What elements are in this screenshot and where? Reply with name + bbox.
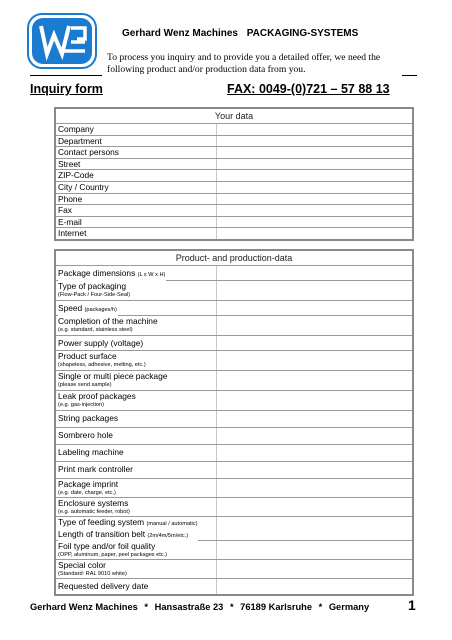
product-data-row — [56, 280, 412, 300]
product-data-row — [56, 540, 412, 559]
field-label — [58, 561, 128, 577]
product-data-row — [56, 559, 412, 578]
footer-city: 76189 Karlsruhe — [240, 602, 313, 612]
footer-street: Hansastraße 23 — [154, 602, 224, 612]
field-label-text: Type of packaging — [58, 281, 126, 291]
your-data-row — [56, 146, 412, 158]
field-label — [58, 414, 119, 424]
field-label-text: Package dimensions — [58, 268, 136, 278]
page-number: 1 — [408, 597, 416, 613]
field-input[interactable] — [216, 479, 412, 497]
product-data-row — [56, 444, 412, 461]
field-input[interactable] — [216, 462, 412, 478]
field-label-text: Foil type and/or foil quality — [58, 541, 156, 551]
field-input[interactable] — [216, 411, 412, 427]
product-data-rows — [56, 265, 412, 594]
footer-address — [30, 602, 369, 612]
field-label-text: Type of feeding system — [58, 517, 145, 527]
field-label-text: Length of transition belt — [58, 528, 146, 539]
product-data-row — [56, 516, 412, 540]
field-hint: (shapeless, adhesive, melting, etc.) — [58, 361, 146, 368]
field-label-text: Leak proof packages — [58, 391, 136, 401]
field-input[interactable] — [216, 281, 412, 300]
your-data-table — [54, 107, 414, 241]
form-title: Inquiry form — [30, 82, 103, 96]
product-data-row — [56, 461, 412, 478]
fax-number: FAX: 0049-(0)721 – 57 88 13 — [227, 82, 390, 96]
field-label: Phone — [58, 193, 83, 204]
field-label-text: Speed — [58, 303, 83, 313]
field-label: Fax — [58, 205, 72, 216]
field-label — [58, 282, 131, 298]
product-data-row — [56, 390, 412, 410]
field-label-text: Completion of the machine — [58, 316, 158, 326]
field-input[interactable] — [216, 194, 412, 205]
field-input[interactable] — [216, 124, 412, 135]
field-label: Street — [58, 158, 81, 169]
field-label — [58, 352, 147, 368]
field-hint: (e.g. date, charge, etc.) — [58, 489, 116, 496]
field-input[interactable] — [216, 391, 412, 410]
field-input[interactable] — [216, 301, 412, 315]
field-input[interactable] — [216, 159, 412, 170]
field-label-text: Power supply (voltage) — [58, 338, 144, 348]
field-label: E-mail — [58, 216, 82, 227]
field-hint: (L x W x H) — [137, 272, 166, 278]
footer-separator: * — [229, 602, 234, 612]
field-hint: (please send sample) — [58, 381, 112, 388]
field-label-text: Print mark controller — [58, 464, 133, 474]
field-input[interactable] — [216, 541, 412, 559]
header-rule-left — [30, 75, 102, 76]
field-label — [58, 304, 118, 316]
product-data-row — [56, 300, 412, 315]
field-label — [58, 392, 137, 408]
field-input[interactable] — [216, 498, 412, 516]
company-logo — [27, 13, 97, 69]
field-hint: (e.g. standard, stainless steel) — [58, 326, 133, 333]
field-label-text: Enclosure systems — [58, 498, 129, 508]
field-label: Department — [58, 135, 102, 146]
field-input[interactable] — [216, 147, 412, 158]
field-input[interactable] — [216, 182, 412, 193]
field-label: Company — [58, 124, 94, 134]
product-data-row — [56, 370, 412, 390]
intro-text: To process you inquiry and to provide you a detailed offer, we need the following product and/or production data from you. — [107, 52, 381, 75]
your-data-row — [56, 204, 412, 216]
product-data-row — [56, 497, 412, 516]
footer-separator: * — [144, 602, 149, 612]
field-label-text: Sombrero hole — [58, 430, 113, 440]
field-input[interactable] — [216, 428, 412, 444]
field-input[interactable] — [216, 579, 412, 594]
field-input[interactable] — [216, 205, 412, 216]
header-rule-right — [402, 75, 417, 76]
field-input[interactable] — [216, 170, 412, 181]
your-data-row — [56, 193, 412, 205]
field-hint: (e.g. gas-injection) — [58, 401, 105, 408]
field-label — [58, 518, 198, 541]
your-data-heading: Your data — [214, 111, 254, 121]
field-label-text: Special color — [58, 560, 106, 570]
field-label — [58, 339, 144, 349]
your-data-row — [56, 158, 412, 170]
product-data-heading: Product- and production-data — [175, 253, 293, 263]
footer-separator: * — [318, 602, 323, 612]
field-label-text: Package imprint — [58, 479, 119, 489]
field-label — [58, 269, 166, 281]
field-input[interactable] — [216, 266, 412, 280]
field-label — [58, 480, 119, 496]
field-label — [58, 542, 168, 558]
field-hint: (e.g. automatic feeder, robot) — [58, 508, 130, 515]
your-data-row — [56, 216, 412, 228]
product-data-row — [56, 350, 412, 370]
your-data-rows — [56, 123, 412, 239]
product-data-row — [56, 410, 412, 427]
field-input[interactable] — [216, 136, 412, 147]
field-input[interactable] — [216, 445, 412, 461]
field-input[interactable] — [216, 560, 412, 578]
division-name: PACKAGING-SYSTEMS — [246, 28, 359, 39]
footer-company: Gerhard Wenz Machines — [30, 602, 138, 612]
field-hint: (Flow-Pack / Four-Side-Seal) — [58, 291, 131, 298]
field-hint: (packages/h) — [84, 307, 117, 313]
field-input[interactable] — [216, 228, 412, 239]
field-label-text: Labeling machine — [58, 447, 124, 457]
field-label — [58, 499, 131, 515]
company-name: Gerhard Wenz Machines — [122, 28, 238, 39]
field-label — [58, 448, 125, 458]
field-label — [58, 372, 168, 388]
field-input[interactable] — [216, 371, 412, 390]
footer-country: Germany — [328, 602, 370, 612]
field-label — [58, 431, 114, 441]
field-label: Contact persons — [58, 147, 119, 158]
product-data-row — [56, 265, 412, 280]
field-label — [58, 465, 134, 475]
field-hint: (Standard: RAL 9010 white) — [58, 570, 127, 577]
field-label — [58, 582, 149, 592]
field-label-text: Requested delivery date — [58, 581, 149, 591]
field-input[interactable] — [216, 351, 412, 370]
your-data-row — [56, 181, 412, 193]
your-data-row — [56, 123, 412, 135]
field-label: Internet — [58, 228, 87, 239]
field-hint: (OPP, aluminum, paper, peel packages etc.) — [58, 551, 168, 558]
company-title — [122, 28, 358, 39]
product-data-table — [54, 249, 414, 596]
field-label-text: String packages — [58, 413, 119, 423]
your-data-row — [56, 135, 412, 147]
field-input[interactable] — [216, 217, 412, 228]
product-data-row — [56, 478, 412, 497]
field-label: City / Country — [58, 181, 109, 192]
field-input[interactable] — [216, 517, 412, 540]
field-label-text: Product surface — [58, 351, 117, 361]
product-data-row — [56, 335, 412, 350]
field-label: ZIP-Code — [58, 170, 94, 181]
field-label — [58, 317, 159, 333]
product-data-row — [56, 315, 412, 335]
field-label-text: Single or multi piece package — [58, 371, 168, 381]
field-input[interactable] — [216, 316, 412, 335]
field-input[interactable] — [216, 336, 412, 350]
field-hint: (manual / automatic) — [146, 521, 198, 527]
product-data-row — [56, 427, 412, 444]
your-data-row — [56, 227, 412, 239]
your-data-row — [56, 169, 412, 181]
product-data-row — [56, 578, 412, 594]
field-hint: (2m/4m/5m/etc.) — [147, 532, 189, 539]
